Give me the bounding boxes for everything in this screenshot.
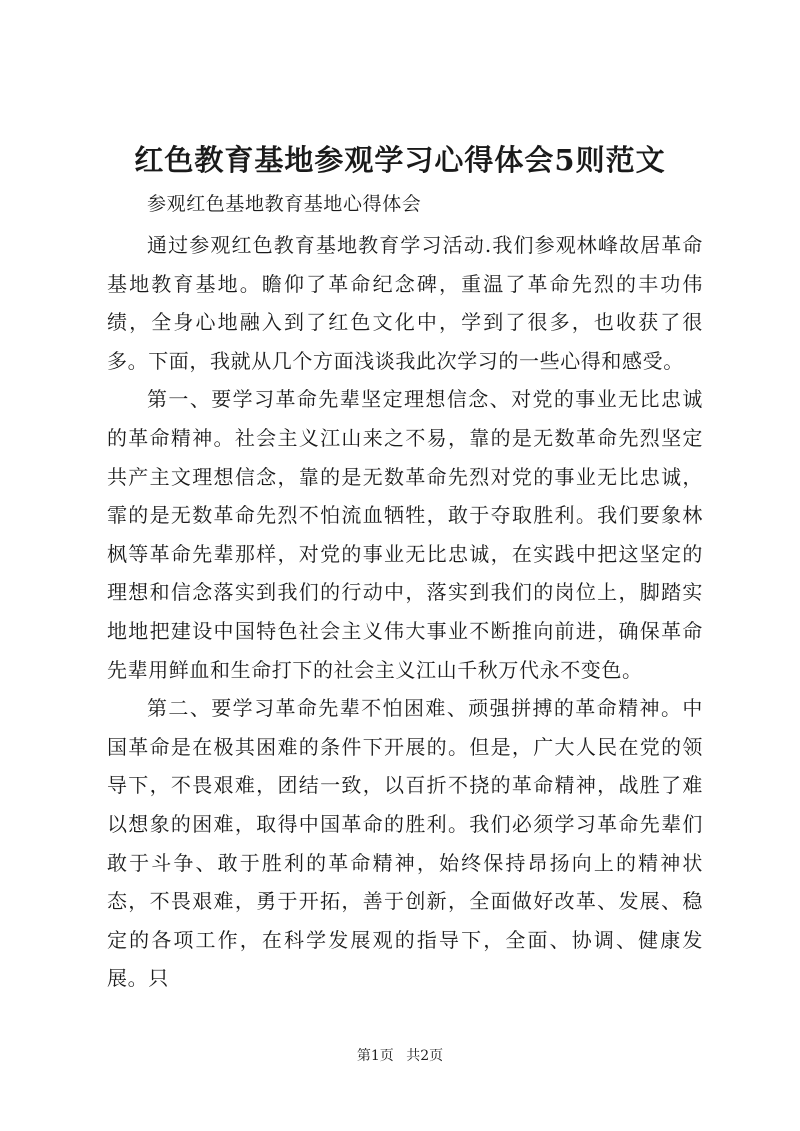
paragraph-intro: 通过参观红色教育基地教育学习活动.我们参观林峰故居革命基地教育基地。瞻仰了革命纪念碑，重温了革命先烈的丰功伟绩，全身心地融入到了红色文化中，学到了很多，也收获了很多。下面，我就从几个方面浅谈我此次学习的一些心得和感受。 [107,233,703,373]
page-footer [0,1046,800,1066]
paragraph-first-point: 第一、要学习革命先辈坚定理想信念、对党的事业无比忠诚的革命精神。社会主义江山来之不易，靠的是无数革命先烈坚定共产主文理想信念，靠的是无数革命先烈对党的事业无比忠诚，霏的是无数革命先烈不怕流血牺牲，敢于夺取胜利。我们要象林枫等革命先辈那样，对党的事业无比忠诚，在实践中把这坚定的理想和信念落实到我们的行动中，落实到我们的岗位上，脚踏实地地把建设中国特色社会主义伟大事业不断推向前进，确保革命先辈用鲜血和生命打下的社会主义江山千秋万代永不变色。 [107,387,703,682]
paragraph-second-point: 第二、要学习革命先辈不怕困难、顽强拼搏的革命精神。中国革命是在极其困难的条件下开展的。但是，广大人民在党的领导下，不畏艰难，团结一致，以百折不挠的革命精神，战胜了难以想象的困难，取得中国革命的胜利。我们必须学习革命先辈们敢于斗争、敢于胜利的革命精神，始终保持昂扬向上的精神状态，不畏艰难，勇于开拓，善于创新，全面做好改革、发展、稳定的各项工作，在科学发展观的指导下，全面、协调、健康发展。只 [107,696,703,991]
document-subtitle: 参观红色基地教育基地心得体会 [147,193,422,215]
page-total: 共2页 [406,1048,444,1064]
document-title: 红色教育基地参观学习心得体会5则范文 [134,143,666,177]
document-body [107,186,703,998]
page-number: 第1页 [356,1048,394,1064]
